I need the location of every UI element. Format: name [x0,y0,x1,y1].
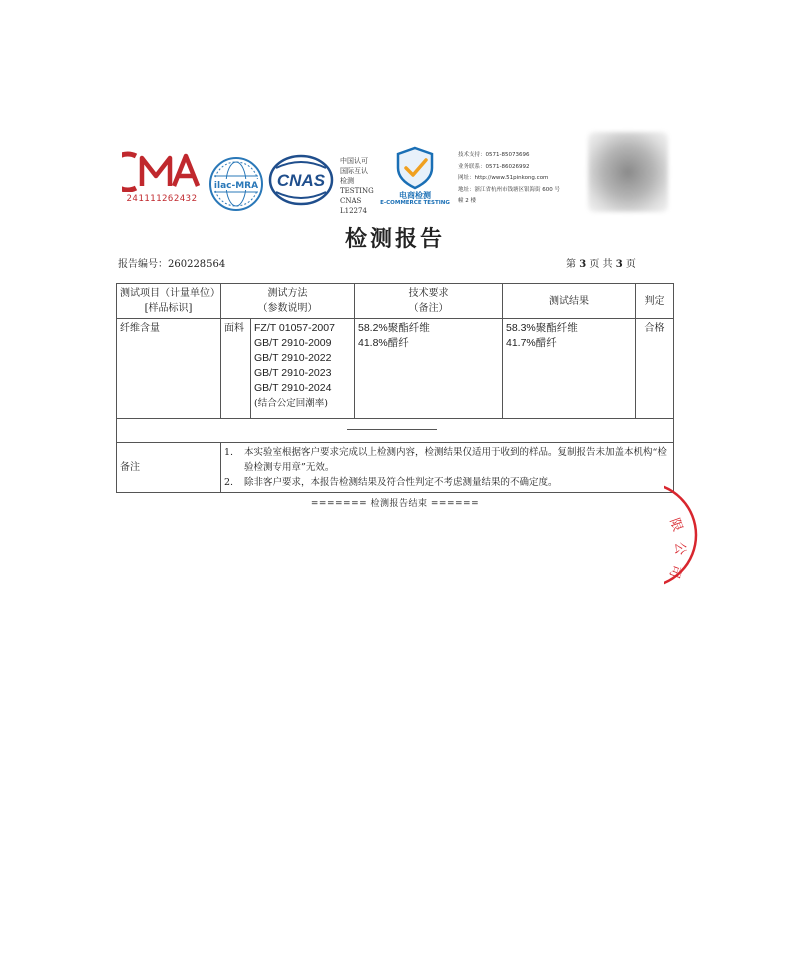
seal-stamp-icon [664,480,704,590]
requirement-value: 41.8%醋纤 [358,337,409,349]
seal-text: 司 [665,562,685,580]
contact-line: 网址：http://www.51pinkong.com [458,175,549,181]
report-number-value: 260228564 [168,259,226,270]
company-seal [664,480,704,590]
method-standard: FZ/T 01057-2007 [254,322,335,334]
blurred-qr-code [588,132,668,212]
method-standard: GB/T 2910-2024 [254,382,332,394]
requirement-value: 58.2%聚酯纤维 [358,322,430,334]
header-verdict: 判定 [636,284,674,319]
seal-text: 限 [666,516,685,534]
header-item-line: [样品标识] [144,303,193,314]
result-value: 41.7%醋纤 [506,337,557,349]
cell-part: 面料 [221,319,251,419]
ecommerce-en-label: E-COMMERCE TESTING [380,200,450,206]
cma-mark-icon [122,150,202,192]
remarks-content [221,443,674,493]
contact-line: 技术支持：0571-85073696 [458,152,530,158]
ecommerce-testing-logo [380,144,450,210]
cnas-mark-icon [268,154,334,206]
header-item [117,284,221,319]
cnas-text-line: 中国认可 [340,157,368,165]
remark-item [224,475,670,490]
cell-results [503,319,636,419]
ilac-globe-icon [208,156,264,212]
ecommerce-cn-label: 电商检测 [399,191,431,200]
test-results-table [116,283,674,493]
table-header-row [117,284,674,319]
remarks-row [117,443,674,493]
cell-methods [251,319,355,419]
result-value: 58.3%聚酯纤维 [506,322,578,334]
page-suffix: 页 [625,259,636,270]
contact-line: 业务联系：0571-86026992 [458,163,530,170]
remark-text: 本实验室根据客户要求完成以上检测内容，检测结果仅适用于收到的样品。复制报告未加盖本机构“检验检测专用章”无效。 [244,447,667,473]
method-standard: GB/T 2910-2023 [254,367,332,379]
contact-info [458,150,583,208]
spacer-line [347,429,437,430]
table-spacer-row [117,419,674,443]
page-mid: 页 共 [589,259,613,270]
report-title: 检测报告 [344,226,445,252]
page-prefix: 第 [566,259,576,270]
cell-requirements [355,319,503,419]
cma-logo [122,150,202,210]
remark-text: 除非客户要求，本报告检测结果及符合性判定不考虑测量结果的不确定度。 [244,477,558,488]
header-requirement-line: （备注） [408,303,449,314]
contact-line: 幢 2 楼 [458,198,476,204]
cnas-text-line: TESTING [340,187,374,195]
ilac-mra-logo [208,156,264,212]
shield-check-icon [380,144,450,190]
cnas-text-line: 国际互认 [340,167,368,175]
seal-text: 公 [672,542,687,556]
remark-number: 2. [224,477,234,488]
ilac-label: ilac-MRA [213,181,259,191]
cell-verdict: 合格 [636,319,674,419]
header-requirement [355,284,503,319]
header-method-line: 测试方法 [267,288,308,299]
report-number-label: 报告编号： [118,259,168,270]
header-method [221,284,355,319]
contact-line: 地址：浙江省杭州市钱塘区银海街 600 号 [458,186,560,193]
cnas-text-line: 检测 [340,177,354,185]
cell-item: 纤维含量 [117,319,221,419]
header-result: 测试结果 [503,284,636,319]
cma-number: 241111262432 [126,194,198,204]
report-end-marker: ======= 检测报告结束 ====== [310,499,480,509]
cnas-text-line: CNAS L12274 [340,197,367,215]
cnas-label: CNAS [276,171,326,190]
method-standard: GB/T 2910-2022 [254,352,332,364]
remarks-label: 备注 [117,443,221,493]
method-note: (结合公定回潮率) [254,398,328,409]
page-info [566,255,636,270]
cnas-logo [268,154,334,206]
page-current: 3 [579,259,587,270]
method-standard: GB/T 2910-2009 [254,337,332,349]
table-row [117,319,674,419]
report-number [118,255,225,270]
remark-number: 1. [224,447,234,458]
header-method-line: （参数说明） [257,303,318,314]
header-requirement-line: 技术要求 [408,288,449,299]
remark-item [224,445,670,475]
header-item-line: 测试项目（计量单位） [120,288,220,299]
spacer-cell [117,419,674,443]
page-total: 3 [615,259,623,270]
